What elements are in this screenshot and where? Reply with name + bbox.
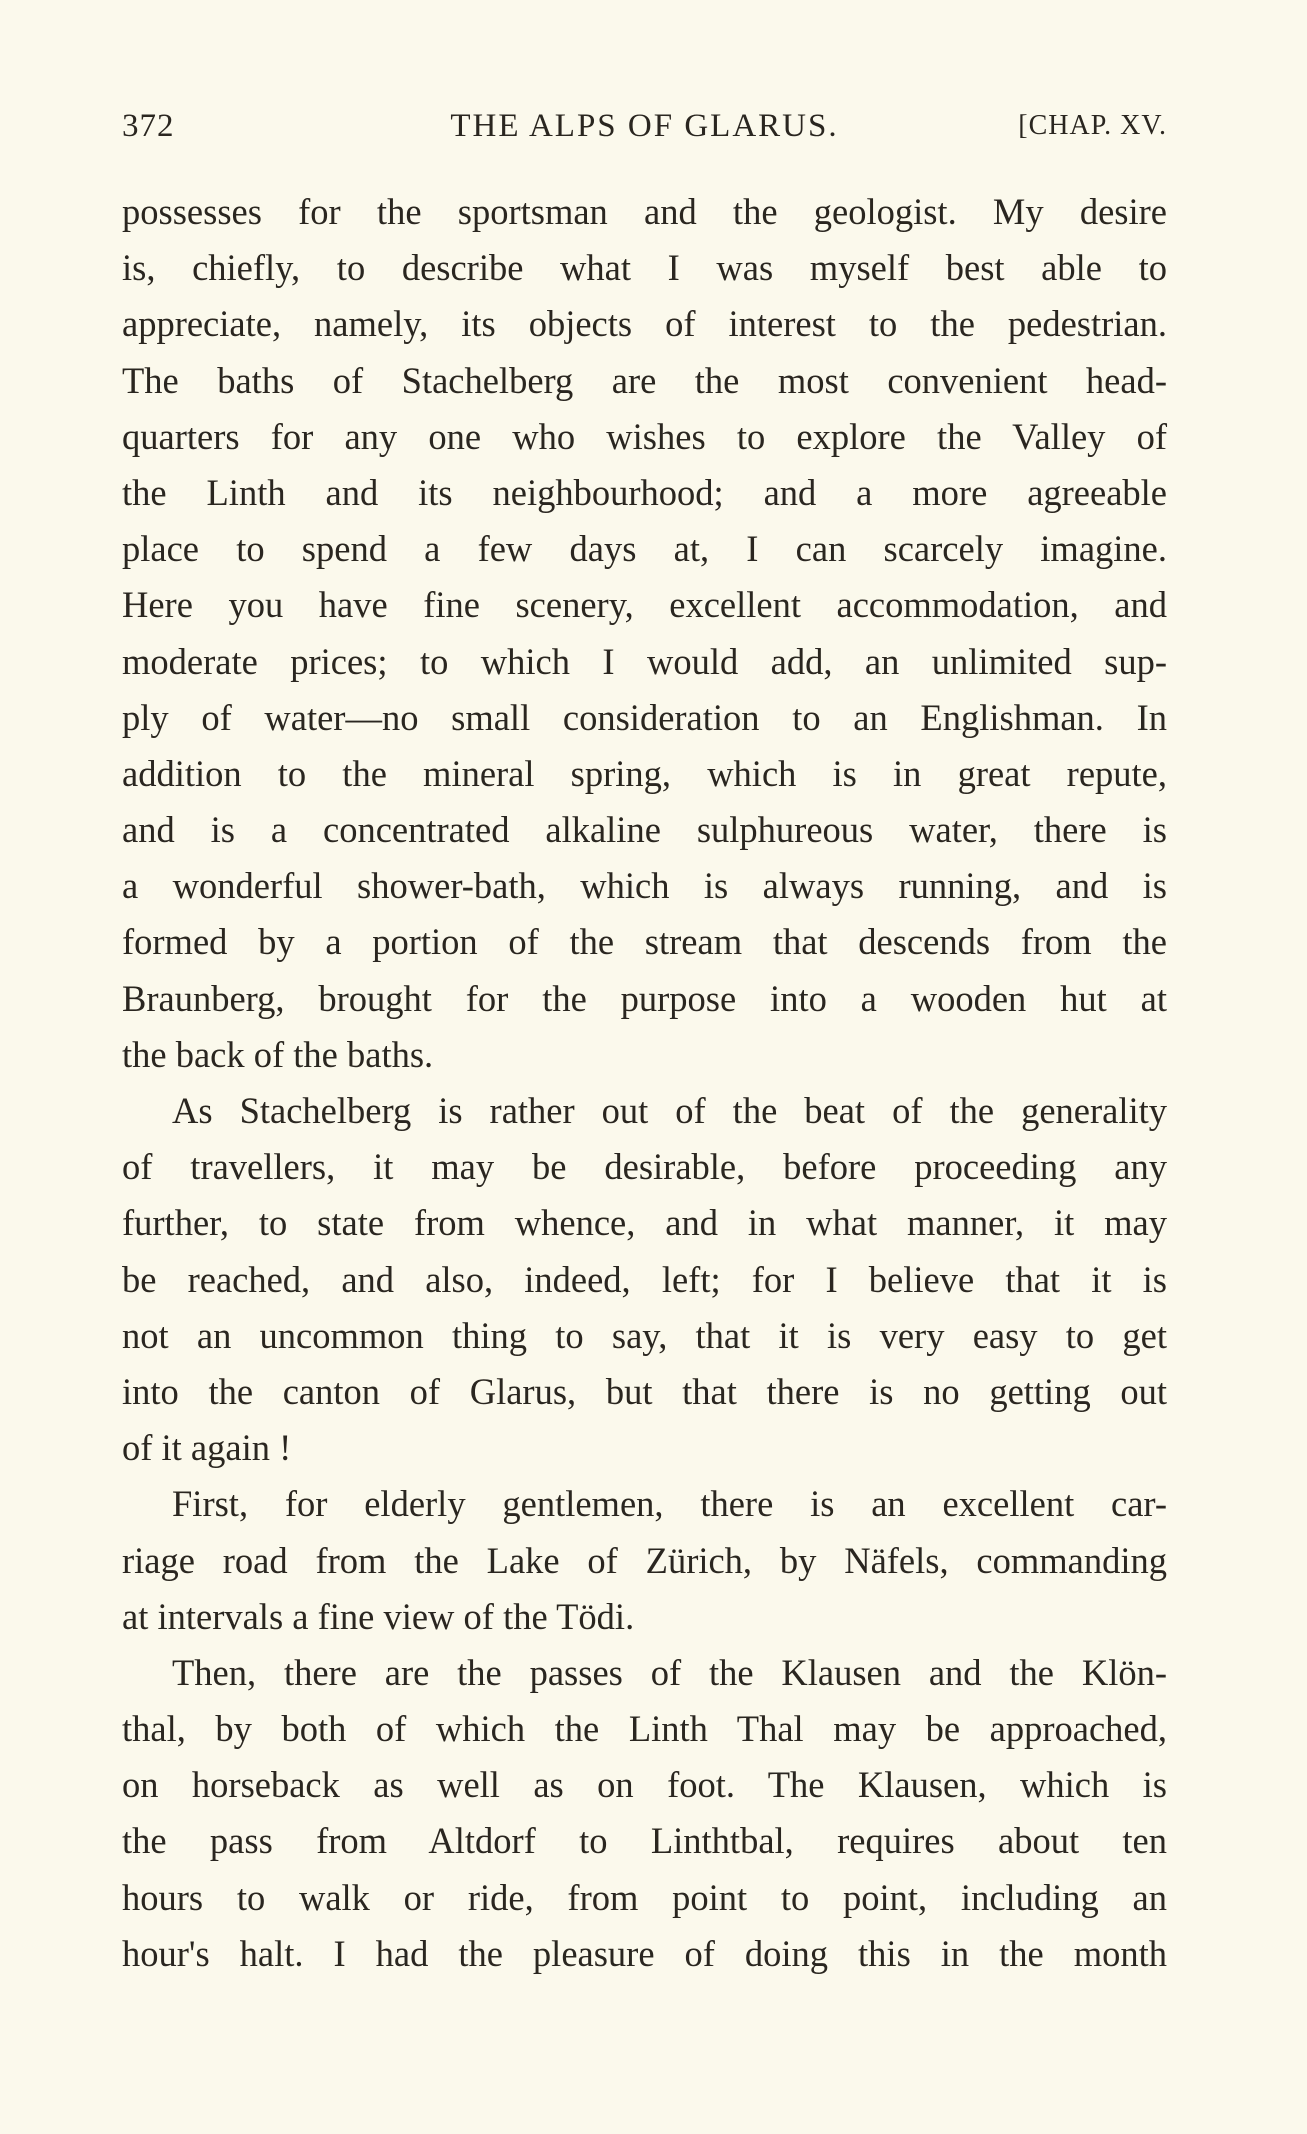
page-number: 372 bbox=[122, 108, 175, 144]
text-line: Then, there are the passes of the Klausen and the Klön- bbox=[172, 1651, 1167, 1693]
paragraph-2 bbox=[122, 1083, 1167, 1476]
paragraph-3 bbox=[122, 1476, 1167, 1645]
text-line: Braunberg, brought for the purpose into a wooden hut at bbox=[122, 977, 1167, 1019]
text-line: further, to state from whence, and in what manner, it may bbox=[122, 1202, 1167, 1244]
text-line: moderate prices; to which I would add, an unlimited sup- bbox=[122, 640, 1167, 682]
text-line: at intervals a fine view of the Tödi. bbox=[122, 1595, 635, 1637]
text-line: a wonderful shower-bath, which is always running, and is bbox=[122, 865, 1167, 907]
text-line: into the canton of Glarus, but that there is no getting out bbox=[122, 1370, 1167, 1412]
text-line: the pass from Altdorf to Linthtbal, requires about ten bbox=[122, 1820, 1167, 1862]
text-line: on horseback as well as on foot. The Klausen, which is bbox=[122, 1764, 1167, 1806]
text-line: place to spend a few days at, I can scarcely imagine. bbox=[122, 528, 1167, 570]
text-line: hour's halt. I had the pleasure of doing this in the month bbox=[122, 1932, 1167, 1974]
paragraph-1 bbox=[122, 184, 1167, 1083]
chapter-reference: [CHAP. XV. bbox=[1018, 110, 1167, 141]
text-line: hours to walk or ride, from point to point, including an bbox=[122, 1876, 1167, 1918]
text-line: the Linth and its neighbourhood; and a more agreeable bbox=[122, 471, 1167, 513]
text-line: be reached, and also, indeed, left; for I believe that it is bbox=[122, 1258, 1167, 1300]
text-line: and is a concentrated alkaline sulphureous water, there is bbox=[122, 809, 1167, 851]
text-line: The baths of Stachelberg are the most convenient head- bbox=[122, 359, 1167, 401]
text-line: formed by a portion of the stream that descends from the bbox=[122, 921, 1167, 963]
text-line: of it again ! bbox=[122, 1427, 292, 1469]
text-line: addition to the mineral spring, which is in great repute, bbox=[122, 752, 1167, 794]
text-line: As Stachelberg is rather out of the beat of the generality bbox=[172, 1090, 1167, 1131]
text-line: of travellers, it may be desirable, before proceeding any bbox=[122, 1146, 1167, 1188]
text-line: thal, by both of which the Linth Thal may be approached, bbox=[122, 1708, 1167, 1750]
body-text bbox=[122, 184, 1167, 1982]
text-line: Here you have fine scenery, excellent accommodation, and bbox=[122, 584, 1167, 626]
text-line: not an uncommon thing to say, that it is very easy to get bbox=[122, 1314, 1167, 1356]
page-header bbox=[122, 108, 1167, 156]
paragraph-4 bbox=[122, 1645, 1167, 1982]
text-line: First, for elderly gentlemen, there is an excellent car- bbox=[172, 1483, 1167, 1525]
text-line: ply of water—no small consideration to an Englishman. In bbox=[122, 696, 1167, 738]
text-line: quarters for any one who wishes to explore the Valley of bbox=[122, 415, 1167, 457]
running-title: THE ALPS OF GLARUS. bbox=[450, 108, 839, 144]
text-line: the back of the baths. bbox=[122, 1033, 434, 1075]
text-line: is, chiefly, to describe what I was myself best able to bbox=[122, 247, 1167, 289]
text-line: appreciate, namely, its objects of interest to the pedestrian. bbox=[122, 303, 1167, 345]
text-line: riage road from the Lake of Zürich, by Näfels, commanding bbox=[122, 1539, 1167, 1581]
text-line: possesses for the sportsman and the geologist. My desire bbox=[122, 191, 1167, 232]
